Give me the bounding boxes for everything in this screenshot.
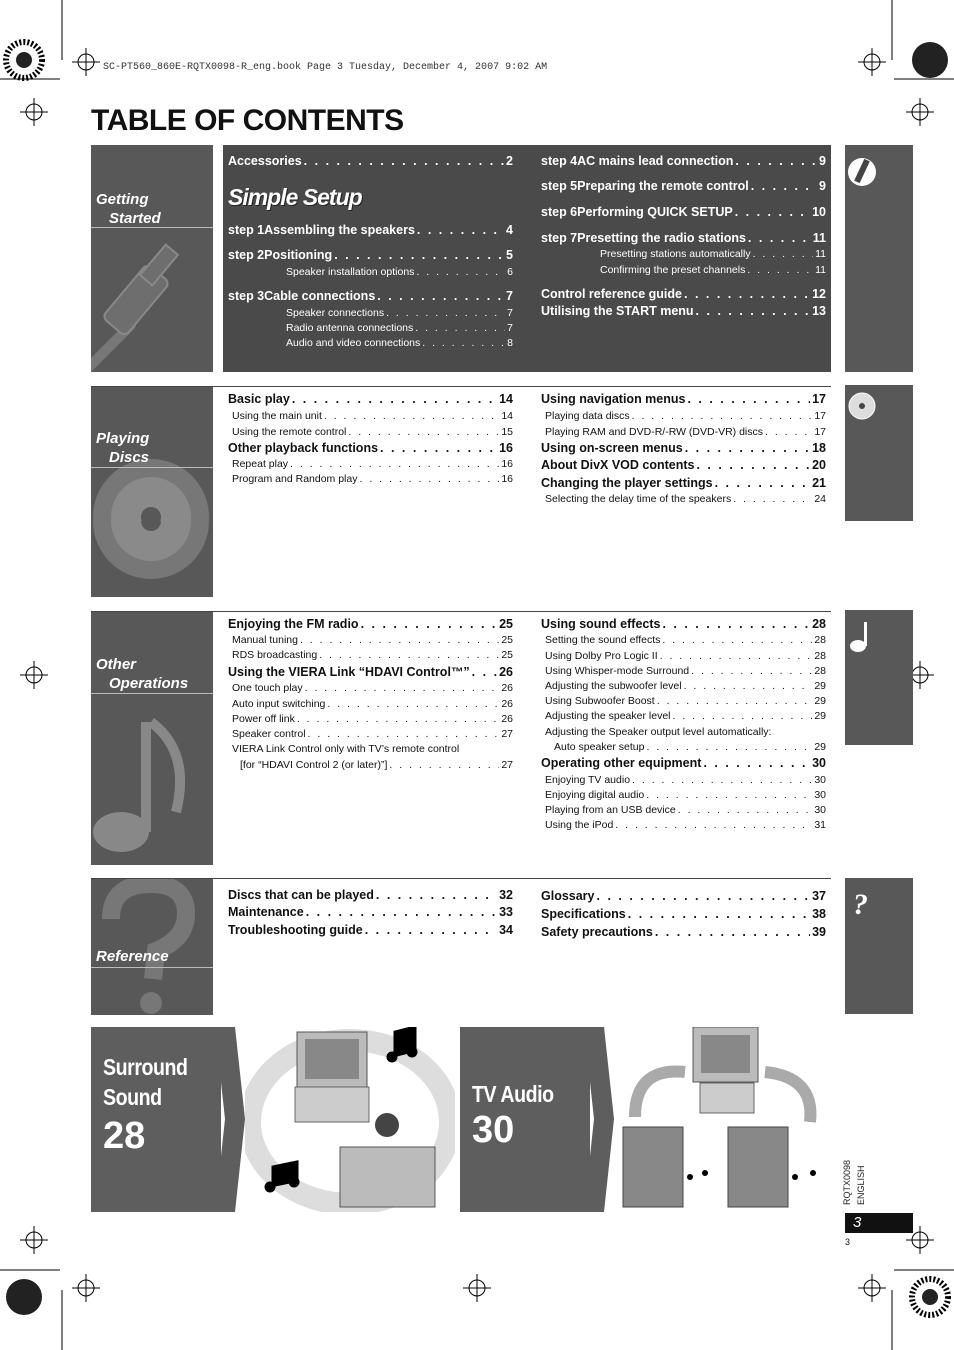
- toc-entry-page: 16: [499, 441, 513, 455]
- toc-entry[interactable]: [541, 179, 826, 193]
- toc-entry[interactable]: [541, 154, 826, 168]
- leader-dots: [748, 231, 811, 245]
- toc-entry[interactable]: [232, 634, 513, 646]
- playing-discs-tab[interactable]: [845, 385, 913, 521]
- side-language: ENGLISH: [856, 1165, 866, 1205]
- toc-entry-page: 7: [506, 289, 513, 303]
- toc-entry[interactable]: [228, 441, 513, 455]
- toc-entry[interactable]: [545, 726, 826, 738]
- toc-entry[interactable]: [545, 789, 826, 801]
- leader-dots: [359, 473, 499, 485]
- toc-entry-title: Using the iPod: [545, 819, 614, 831]
- leader-dots: [657, 695, 813, 707]
- toc-entry-title: Enjoying digital audio: [545, 789, 645, 801]
- toc-entry[interactable]: [541, 205, 826, 219]
- toc-entry-title: Program and Random play: [232, 473, 358, 485]
- toc-entry-title: Positioning: [264, 248, 333, 262]
- page-number-small: 3: [845, 1237, 851, 1247]
- toc-entry-page: 7: [507, 307, 513, 319]
- toc-entry[interactable]: [541, 756, 826, 770]
- section-label-reference: Reference: [96, 948, 169, 965]
- toc-entry-page: 34: [499, 923, 513, 937]
- other-operations-tab[interactable]: [845, 610, 913, 745]
- step-label: step 6: [541, 205, 578, 219]
- toc-entry-title: Troubleshooting guide: [228, 923, 363, 937]
- leader-dots: [416, 266, 505, 278]
- leader-dots: [733, 493, 812, 505]
- toc-entry[interactable]: [228, 223, 513, 237]
- leader-dots: [632, 410, 813, 422]
- toc-entry[interactable]: [545, 710, 826, 722]
- leader-dots: [319, 649, 499, 661]
- toc-entry[interactable]: [545, 804, 826, 816]
- toc-entry[interactable]: [228, 617, 513, 631]
- leader-dots: [348, 426, 499, 438]
- leader-dots: [365, 923, 497, 937]
- toc-entry[interactable]: [228, 392, 513, 406]
- toc-entry-page: 11: [812, 231, 826, 245]
- toc-entry[interactable]: [541, 476, 826, 490]
- toc-entry[interactable]: [541, 392, 826, 406]
- toc-entry-page: 2: [506, 154, 513, 168]
- toc-entry-page: 39: [812, 925, 826, 939]
- toc-entry-title: Radio antenna connections: [286, 322, 414, 334]
- toc-entry-title: Discs that can be played: [228, 888, 374, 902]
- leader-dots: [696, 304, 811, 318]
- toc-entry[interactable]: [545, 426, 826, 438]
- toc-entry[interactable]: [541, 925, 826, 939]
- toc-entry-page: 16: [501, 473, 513, 485]
- leader-dots: [297, 713, 499, 725]
- toc-entry-page: 28: [814, 665, 826, 677]
- leader-dots: [380, 441, 497, 455]
- toc-entry[interactable]: [554, 741, 826, 753]
- toc-entry-title: Using Whisper-mode Surround: [545, 665, 690, 677]
- toc-entry-title: AC mains lead connection: [577, 154, 734, 168]
- toc-entry-title: VIERA Link Control only with TV’s remote control: [232, 743, 460, 755]
- tv-audio-illustration: [615, 1027, 840, 1212]
- file-header: SC-PT560_860E-RQTX0098-R_eng.book Page 3 Tuesday, December 4, 2007 9:02 AM: [103, 62, 548, 73]
- toc-entry[interactable]: [232, 728, 513, 740]
- surround-arrow: [215, 1027, 245, 1212]
- toc-entry-page: 27: [501, 759, 513, 771]
- leader-dots: [662, 617, 810, 631]
- toc-entry-title: Speaker connections: [286, 307, 385, 319]
- toc-entry-page: 21: [812, 476, 826, 490]
- plug-cable-icon: [91, 205, 213, 372]
- leader-dots: [300, 634, 499, 646]
- toc-entry[interactable]: [228, 289, 513, 303]
- toc-entry-title: Using navigation menus: [541, 392, 686, 406]
- toc-entry-title: Adjusting the speaker level: [545, 710, 671, 722]
- toc-entry-title: Auto speaker setup: [554, 741, 645, 753]
- toc-entry-page: 14: [501, 410, 513, 422]
- toc-entry-page: 11: [815, 264, 826, 276]
- toc-entry[interactable]: [545, 410, 826, 422]
- leader-dots: [691, 665, 812, 677]
- playing-discs-panel-lower: [91, 521, 213, 597]
- leader-dots: [715, 476, 811, 490]
- toc-entry-title: Setting the sound effects: [545, 634, 661, 646]
- toc-entry-title: Power off link: [232, 713, 295, 725]
- leader-dots: [765, 426, 812, 438]
- toc-entry-page: 9: [819, 154, 826, 168]
- toc-entry-title: Using Dolby Pro Logic II: [545, 650, 658, 662]
- toc-entry-page: 4: [506, 223, 513, 237]
- leader-dots: [685, 441, 810, 455]
- toc-entry-title: Changing the player settings: [541, 476, 713, 490]
- toc-entry[interactable]: [545, 665, 826, 677]
- getting-started-panel: [91, 145, 213, 372]
- toc-entry-title: Playing RAM and DVD-R/-RW (DVD-VR) discs: [545, 426, 764, 438]
- toc-entry-page: 16: [501, 458, 513, 470]
- toc-entry-page: 26: [499, 665, 513, 679]
- leader-dots: [628, 907, 810, 921]
- section-label-other-operations: Other Operations: [96, 656, 189, 692]
- toc-entry[interactable]: [286, 322, 513, 334]
- toc-entry[interactable]: [545, 695, 826, 707]
- disc-tab-icon: [847, 391, 877, 421]
- toc-entry-page: 26: [501, 698, 513, 710]
- getting-started-tab[interactable]: [845, 145, 913, 372]
- leader-dots: [472, 665, 497, 679]
- toc-entry[interactable]: [228, 248, 513, 262]
- toc-entry-title: Enjoying TV audio: [545, 774, 631, 786]
- toc-entry-page: 18: [812, 441, 826, 455]
- toc-entry[interactable]: [541, 617, 826, 631]
- toc-entry-title: Other playback functions: [228, 441, 379, 455]
- toc-entry-title: Accessories: [228, 154, 302, 168]
- leader-dots: [305, 682, 500, 694]
- toc-entry-title: Basic play: [228, 392, 290, 406]
- toc-entry[interactable]: [541, 304, 826, 318]
- toc-entry-title: [for “HDAVI Control 2 (or later)”]: [240, 759, 388, 771]
- toc-entry-page: 13: [812, 304, 826, 318]
- toc-entry[interactable]: [228, 905, 513, 919]
- toc-entry-page: 28: [814, 634, 826, 646]
- toc-entry-page: 15: [501, 426, 513, 438]
- toc-entry-page: 5: [506, 248, 513, 262]
- leader-dots: [662, 634, 812, 646]
- toc-entry-page: 24: [814, 493, 826, 505]
- toc-entry[interactable]: [541, 458, 826, 472]
- toc-entry-title: Speaker control: [232, 728, 306, 740]
- playing-discs-panel: [91, 387, 213, 521]
- step-label: step 3: [228, 289, 265, 303]
- surround-illustration: [245, 1027, 455, 1212]
- toc-entry-title: Presetting stations automatically: [600, 248, 751, 260]
- leader-dots: [422, 337, 505, 349]
- toc-entry-page: 25: [501, 649, 513, 661]
- leader-dots: [751, 179, 817, 193]
- toc-entry[interactable]: [286, 337, 513, 349]
- toc-entry-page: 30: [812, 756, 826, 770]
- toc-entry-title: Performing QUICK SETUP: [577, 205, 733, 219]
- leader-dots: [417, 223, 504, 237]
- question-tab-icon: [847, 884, 877, 924]
- toc-entry[interactable]: [545, 493, 826, 505]
- toc-entry-title: Using the VIERA Link “HDAVI Control™”: [228, 665, 470, 679]
- toc-entry-title: One touch play: [232, 682, 303, 694]
- side-code: RQTX0098: [842, 1159, 852, 1205]
- toc-entry-title: Audio and video connections: [286, 337, 421, 349]
- toc-entry[interactable]: [541, 907, 826, 921]
- leader-dots: [377, 289, 504, 303]
- toc-entry[interactable]: [541, 287, 826, 301]
- step-label: step 1: [228, 223, 265, 237]
- page-number-badge: 3: [845, 1213, 913, 1233]
- toc-entry-title: Manual tuning: [232, 634, 298, 646]
- step-label: step 7: [541, 231, 578, 245]
- toc-entry[interactable]: [232, 473, 513, 485]
- plug-icon: [847, 151, 877, 193]
- toc-entry-title: Safety precautions: [541, 925, 653, 939]
- leader-dots: [304, 154, 504, 168]
- toc-entry-title: Using the main unit: [232, 410, 322, 422]
- toc-entry-page: 26: [501, 713, 513, 725]
- leader-dots: [308, 728, 500, 740]
- toc-entry[interactable]: [232, 698, 513, 710]
- toc-entry[interactable]: [286, 266, 513, 278]
- toc-entry-title: Control reference guide: [541, 287, 682, 301]
- toc-entry-title: Adjusting the Speaker output level automatically:: [545, 726, 772, 738]
- toc-entry-title: Presetting the radio stations: [577, 231, 746, 245]
- disc-icon-lower: [91, 521, 213, 597]
- toc-entry-title: Speaker installation options: [286, 266, 415, 278]
- toc-entry-page: 10: [812, 205, 826, 219]
- leader-dots: [327, 698, 499, 710]
- leader-dots: [334, 248, 504, 262]
- toc-entry-title: Playing data discs: [545, 410, 630, 422]
- toc-entry-title: Playing from an USB device: [545, 804, 676, 816]
- step-label: step 2: [228, 248, 265, 262]
- leader-dots: [306, 905, 497, 919]
- toc-entry-title: Using Subwoofer Boost: [545, 695, 655, 707]
- toc-entry-page: 29: [814, 741, 826, 753]
- toc-entry-title: Adjusting the subwoofer level: [545, 680, 682, 692]
- toc-entry-page: 25: [501, 634, 513, 646]
- leader-dots: [324, 410, 499, 422]
- toc-entry-title: Using on-screen menus: [541, 441, 683, 455]
- tv-arrow: [584, 1027, 614, 1212]
- toc-entry[interactable]: [228, 923, 513, 937]
- toc-entry-page: 8: [507, 337, 513, 349]
- toc-entry-title: Cable connections: [264, 289, 376, 303]
- toc-entry-page: 25: [499, 617, 513, 631]
- leader-dots: [684, 680, 813, 692]
- toc-entry-title: Using sound effects: [541, 617, 661, 631]
- leader-dots: [735, 154, 817, 168]
- reference-tab[interactable]: [845, 878, 913, 1014]
- toc-entry[interactable]: [545, 634, 826, 646]
- page-title: TABLE OF CONTENTS: [91, 104, 404, 137]
- toc-entry-page: 20: [812, 458, 826, 472]
- toc-entry-title: Repeat play: [232, 458, 289, 470]
- leader-dots: [361, 617, 498, 631]
- leader-dots: [646, 741, 812, 753]
- toc-entry-page: 33: [499, 905, 513, 919]
- reference-panel: [91, 879, 213, 1015]
- toc-entry-page: 11: [815, 248, 826, 260]
- step-label: step 4: [541, 154, 578, 168]
- step-label: step 5: [541, 179, 578, 193]
- toc-entry-page: 29: [814, 680, 826, 692]
- toc-entry[interactable]: [228, 888, 513, 902]
- leader-dots: [753, 248, 814, 260]
- toc-entry-page: 31: [814, 819, 826, 831]
- toc-entry-page: 29: [814, 695, 826, 707]
- toc-entry-page: 14: [499, 392, 513, 406]
- other-operations-panel: [91, 612, 213, 865]
- leader-dots: [415, 322, 505, 334]
- toc-entry-title: Confirming the preset channels: [600, 264, 746, 276]
- simple-setup-heading: Simple Setup: [228, 184, 362, 210]
- toc-entry-title: Selecting the delay time of the speakers: [545, 493, 732, 505]
- toc-entry[interactable]: [228, 665, 513, 679]
- toc-entry-title: Auto input switching: [232, 698, 326, 710]
- toc-entry[interactable]: [232, 713, 513, 725]
- leader-dots: [376, 888, 497, 902]
- toc-entry-title: Glossary: [541, 889, 595, 903]
- leader-dots: [597, 889, 811, 903]
- toc-entry[interactable]: [232, 682, 513, 694]
- toc-entry[interactable]: [240, 759, 513, 771]
- toc-entry-title: Specifications: [541, 907, 626, 921]
- toc-entry[interactable]: [541, 231, 826, 245]
- toc-entry[interactable]: [545, 819, 826, 831]
- toc-entry-page: 9: [819, 179, 826, 193]
- toc-entry-title: Utilising the START menu: [541, 304, 694, 318]
- toc-entry-title: RDS broadcasting: [232, 649, 318, 661]
- leader-dots: [696, 458, 810, 472]
- toc-entry-page: 6: [507, 266, 513, 278]
- leader-dots: [678, 804, 813, 816]
- leader-dots: [687, 392, 810, 406]
- leader-dots: [292, 392, 497, 406]
- toc-entry-page: 30: [814, 804, 826, 816]
- toc-entry-page: 12: [812, 287, 826, 301]
- toc-entry-page: 29: [814, 710, 826, 722]
- section-label-getting-started: Getting Started: [96, 191, 161, 227]
- toc-entry-page: 17: [814, 426, 826, 438]
- leader-dots: [684, 287, 810, 301]
- toc-entry-page: 28: [812, 617, 826, 631]
- toc-entry[interactable]: [545, 680, 826, 692]
- surround-sound-box[interactable]: Surround Sound 28: [91, 1027, 221, 1212]
- leader-dots: [735, 205, 810, 219]
- note-tab-icon: [847, 616, 877, 656]
- toc-entry-title: Preparing the remote control: [577, 179, 749, 193]
- toc-entry-page: 17: [814, 410, 826, 422]
- toc-entry-title: Operating other equipment: [541, 756, 702, 770]
- toc-entry-page: 38: [812, 907, 826, 921]
- toc-entry-page: 30: [814, 789, 826, 801]
- leader-dots: [615, 819, 812, 831]
- toc-entry[interactable]: [600, 248, 826, 260]
- toc-entry[interactable]: [232, 743, 513, 755]
- toc-entry-page: 28: [814, 650, 826, 662]
- leader-dots: [747, 264, 813, 276]
- section-label-playing-discs: Playing Discs: [96, 430, 150, 466]
- toc-entry[interactable]: [232, 426, 513, 438]
- toc-entry-title: Enjoying the FM radio: [228, 617, 359, 631]
- leader-dots: [646, 789, 812, 801]
- toc-entry-title: Maintenance: [228, 905, 304, 919]
- toc-entry-page: 30: [814, 774, 826, 786]
- toc-entry[interactable]: [541, 441, 826, 455]
- toc-entry-page: 37: [812, 889, 826, 903]
- toc-entry[interactable]: [286, 307, 513, 319]
- toc-entry[interactable]: [232, 410, 513, 422]
- toc-entry-title: Assembling the speakers: [264, 223, 415, 237]
- toc-entry-page: 7: [507, 322, 513, 334]
- toc-entry-page: 26: [501, 682, 513, 694]
- leader-dots: [673, 710, 813, 722]
- tv-audio-box[interactable]: TV Audio 30: [460, 1027, 590, 1212]
- leader-dots: [632, 774, 812, 786]
- leader-dots: [655, 925, 810, 939]
- toc-entry[interactable]: [600, 264, 826, 276]
- leader-dots: [389, 759, 499, 771]
- leader-dots: [660, 650, 813, 662]
- toc-entry-page: 17: [812, 392, 826, 406]
- toc-entry-title: About DivX VOD contents: [541, 458, 695, 472]
- toc-entry-title: Using the remote control: [232, 426, 347, 438]
- toc-entry[interactable]: [545, 774, 826, 786]
- toc-entry[interactable]: [228, 154, 513, 168]
- toc-entry[interactable]: [545, 650, 826, 662]
- svg-text:?: ?: [853, 888, 868, 921]
- toc-entry[interactable]: [541, 889, 826, 903]
- leader-dots: [386, 307, 505, 319]
- toc-entry[interactable]: [232, 649, 513, 661]
- music-note-icon: [91, 702, 213, 865]
- leader-dots: [290, 458, 499, 470]
- toc-entry-page: 32: [499, 888, 513, 902]
- toc-entry-page: 27: [501, 728, 513, 740]
- toc-entry[interactable]: [232, 458, 513, 470]
- leader-dots: [703, 756, 810, 770]
